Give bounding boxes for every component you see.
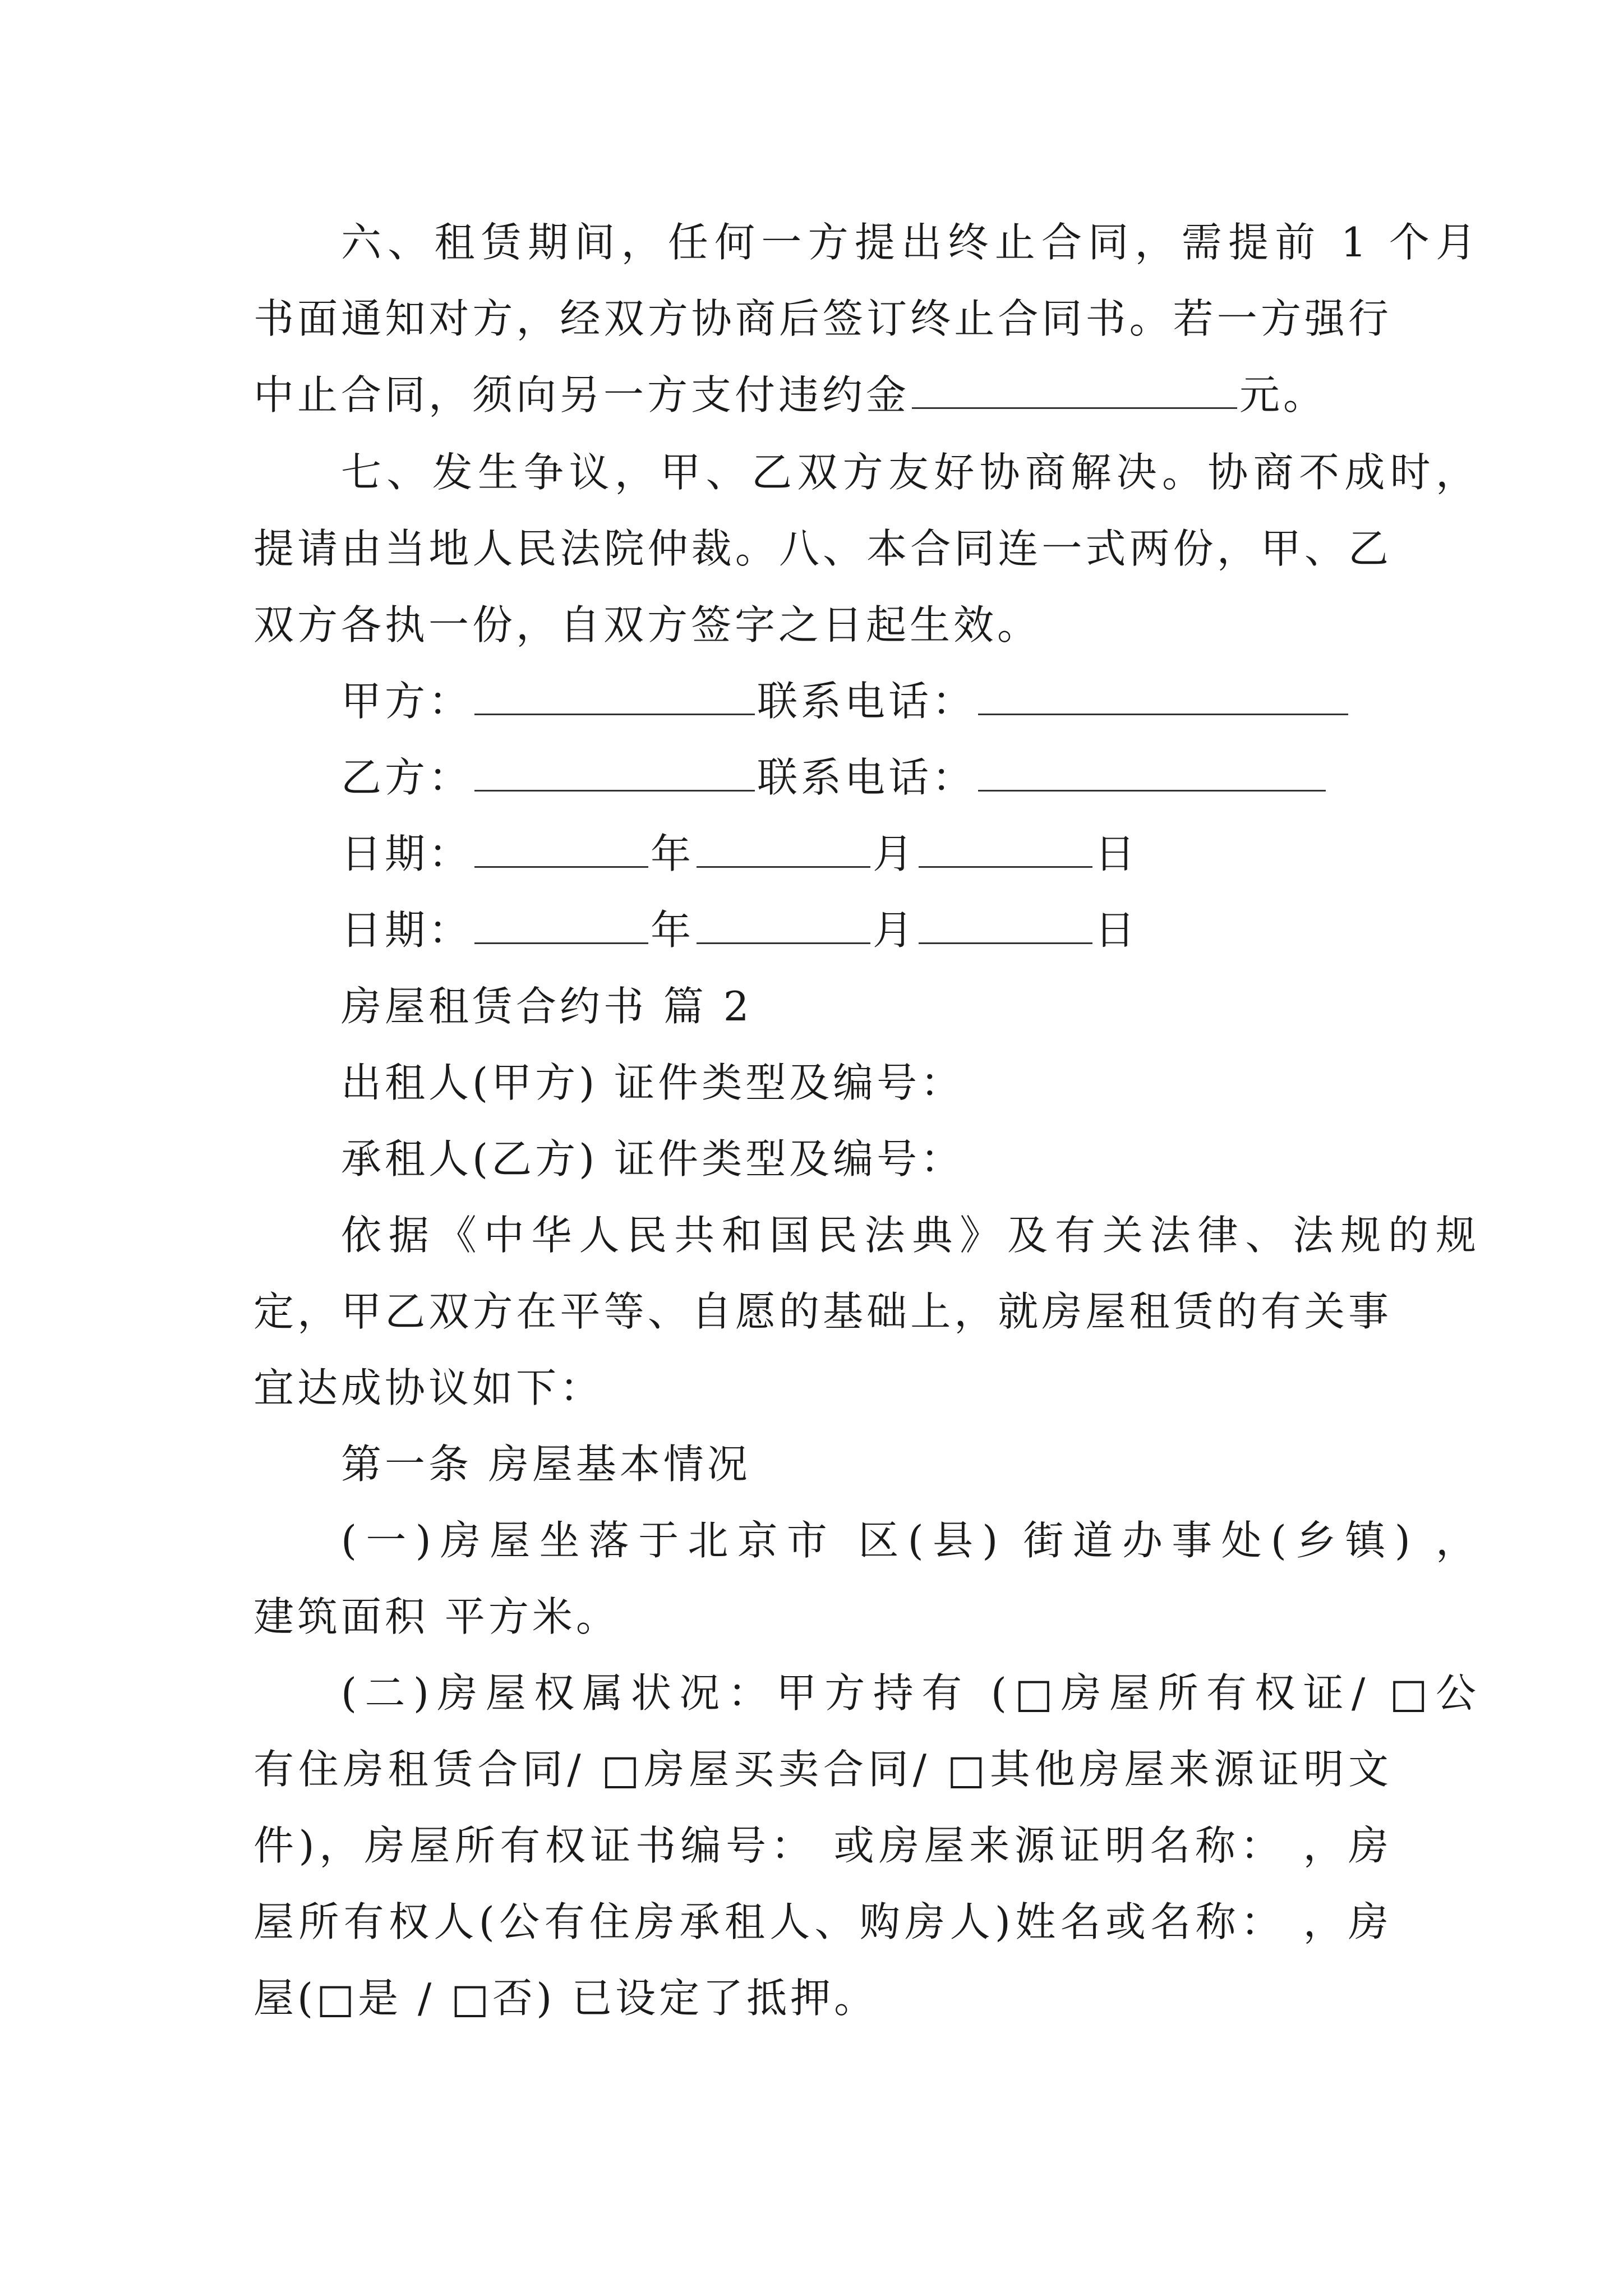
intro-line1: 依据《中华人民共和国民法典》及有关法律、法规的规 [341,1212,1479,1259]
date-label: 日期： [341,830,473,877]
penalty-amount-blank [912,370,1237,409]
day-label: 日 [1095,830,1139,877]
month-blank [697,829,870,868]
party-b-name-blank [474,753,755,792]
party-b-phone-label: 联系电话： [757,754,976,801]
day-blank [919,905,1092,944]
party-a-name-blank [474,677,755,715]
party-b-label: 乙方： [341,754,473,801]
intro-line3: 宜达成协议如下： [253,1364,604,1411]
date-label: 日期： [341,907,473,954]
party-b-signature-row [341,749,1479,806]
day-blank [919,829,1092,868]
item2-line2: 有住房租赁合同/ □房屋买卖合同/ □其他房屋来源证明文 [253,1746,1392,1793]
clause6-line1: 六、租赁期间，任何一方提出终止合同，需提前 1 个月 [341,219,1479,266]
item2-line4: 屋所有权人(公有住房承租人、购房人)姓名或名称： ，房 [253,1898,1392,1945]
party-a-phone-blank [978,677,1348,715]
party-a-label: 甲方： [341,678,473,725]
party-a-phone-label: 联系电话： [757,678,976,725]
lessor-id-line: 出租人(甲方) 证件类型及编号： [341,1059,965,1106]
lessee-id-line: 承租人(乙方) 证件类型及编号： [341,1135,965,1182]
item2-line5: 屋(□是 / □否) 已设定了抵押。 [253,1975,878,2022]
article1-title: 第一条 房屋基本情况 [341,1441,751,1488]
month-label: 月 [873,830,917,877]
month-blank [697,905,870,944]
clause7-line3: 双方各执一份，自双方签字之日起生效。 [253,601,1041,648]
month-label: 月 [873,907,917,954]
item1-line2: 建筑面积 平方米。 [253,1593,620,1640]
section2-heading: 房屋租赁合约书 篇 2 [341,983,753,1030]
date-row-1 [341,826,1479,882]
clause7-line1: 七、发生争议，甲、乙双方友好协商解决。协商不成时， [341,449,1479,496]
item2-line3: 件)，房屋所有权证书编号： 或房屋来源证明名称： ，房 [253,1822,1392,1869]
clause6-line2: 书面通知对方，经双方协商后签订终止合同书。若一方强行 [253,295,1392,342]
year-blank [474,829,648,868]
party-b-phone-blank [978,753,1326,792]
year-blank [474,905,648,944]
clause6-line3-end: 元。 [1239,371,1327,418]
item2-line1: (二)房屋权属状况：甲方持有 (□房屋所有权证/ □公 [341,1669,1479,1717]
day-label: 日 [1095,907,1139,954]
clause6-line3-text: 中止合同，须向另一方支付违约金 [253,371,910,418]
intro-line2: 定，甲乙双方在平等、自愿的基础上，就房屋租赁的有关事 [253,1288,1392,1335]
year-label: 年 [651,830,695,877]
date-row-2 [341,902,1479,958]
party-a-signature-row [341,673,1479,729]
clause6-line3 [253,367,1392,423]
year-label: 年 [651,907,695,954]
clause7-line2: 提请由当地人民法院仲裁。八、本合同连一式两份，甲、乙 [253,525,1392,572]
item1-line1: (一)房屋坐落于北京市 区(县) 街道办事处(乡镇) ， [341,1517,1479,1564]
